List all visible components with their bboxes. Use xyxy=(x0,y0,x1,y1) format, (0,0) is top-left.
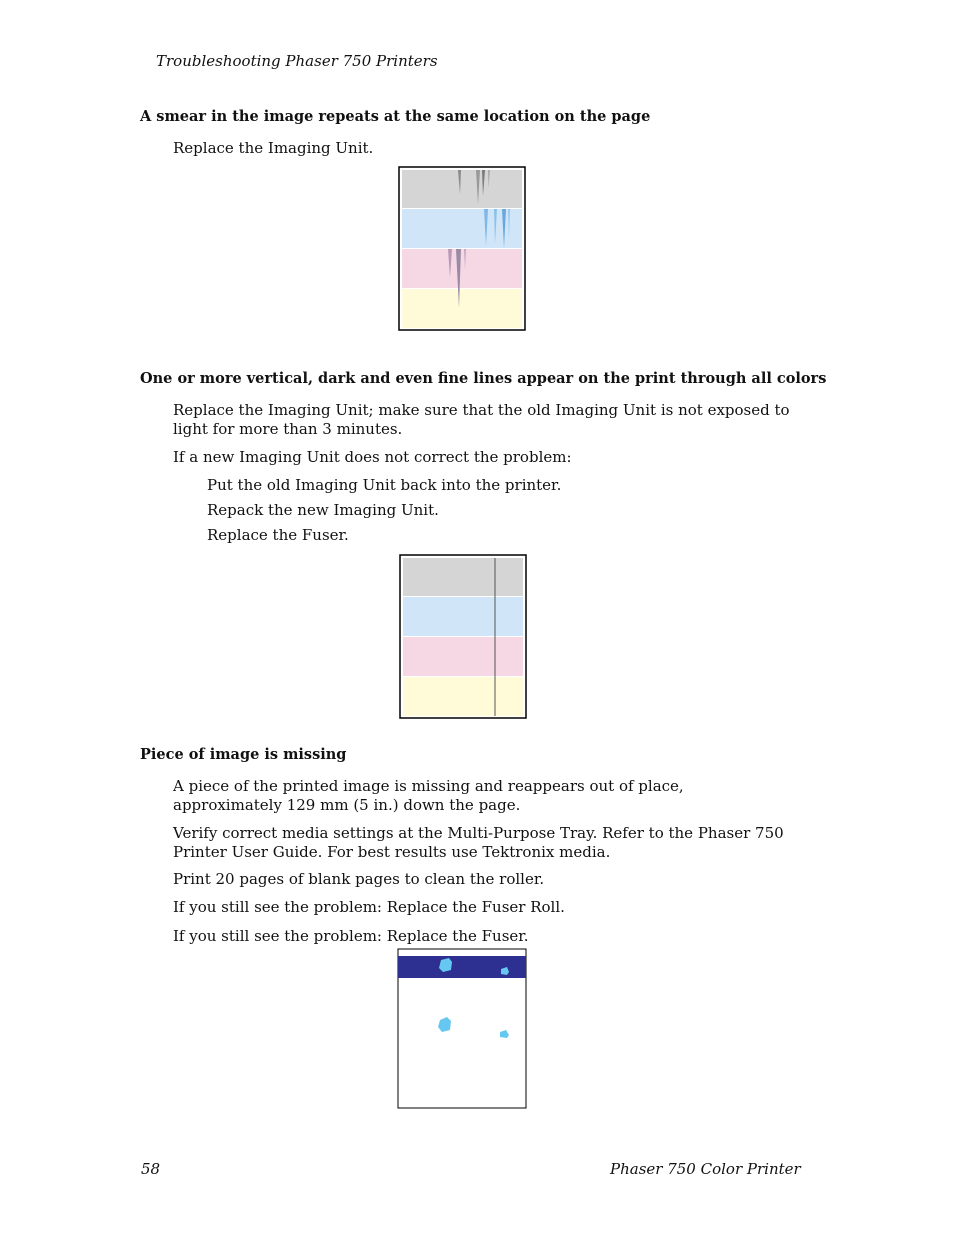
step-item: Repack the new Imaging Unit. xyxy=(207,501,439,519)
paragraph: Replace the Imaging Unit. xyxy=(173,139,374,157)
step-item: Put the old Imaging Unit back into the printer. xyxy=(207,476,562,494)
paragraph: If you still see the problem: Replace the Fuser Roll. xyxy=(173,898,565,916)
page-number: 58 xyxy=(141,1160,161,1178)
paragraph: A piece of the printed image is missing and reappears out of place, approximately 129 mm (5 in.) down the page. xyxy=(173,777,684,814)
missing-piece-illustration xyxy=(397,948,527,1110)
step-item: Replace the Fuser. xyxy=(207,526,349,544)
section-heading-smear: A smear in the image repeats at the same location on the page xyxy=(140,108,651,125)
paragraph: If a new Imaging Unit does not correct the problem: xyxy=(173,448,572,466)
smear-illustration xyxy=(398,166,526,331)
section-heading-vertical-lines: One or more vertical, dark and even fine lines appear on the print through all colors xyxy=(140,370,827,387)
paragraph: Replace the Imaging Unit; make sure that the old Imaging Unit is not exposed to light for more than 3 minutes. xyxy=(173,401,790,438)
paragraph: Verify correct media settings at the Multi-Purpose Tray. Refer to the Phaser 750 Printer User Guide. For best results use Tektronix media. xyxy=(173,824,784,861)
section-heading-missing-piece: Piece of image is missing xyxy=(140,746,347,763)
vertical-line-illustration xyxy=(399,554,527,719)
paragraph: If you still see the problem: Replace the Fuser. xyxy=(173,927,529,945)
paragraph: Print 20 pages of blank pages to clean the roller. xyxy=(173,870,545,888)
running-header: Troubleshooting Phaser 750 Printers xyxy=(156,52,438,70)
footer-product-name: Phaser 750 Color Printer xyxy=(610,1160,801,1178)
